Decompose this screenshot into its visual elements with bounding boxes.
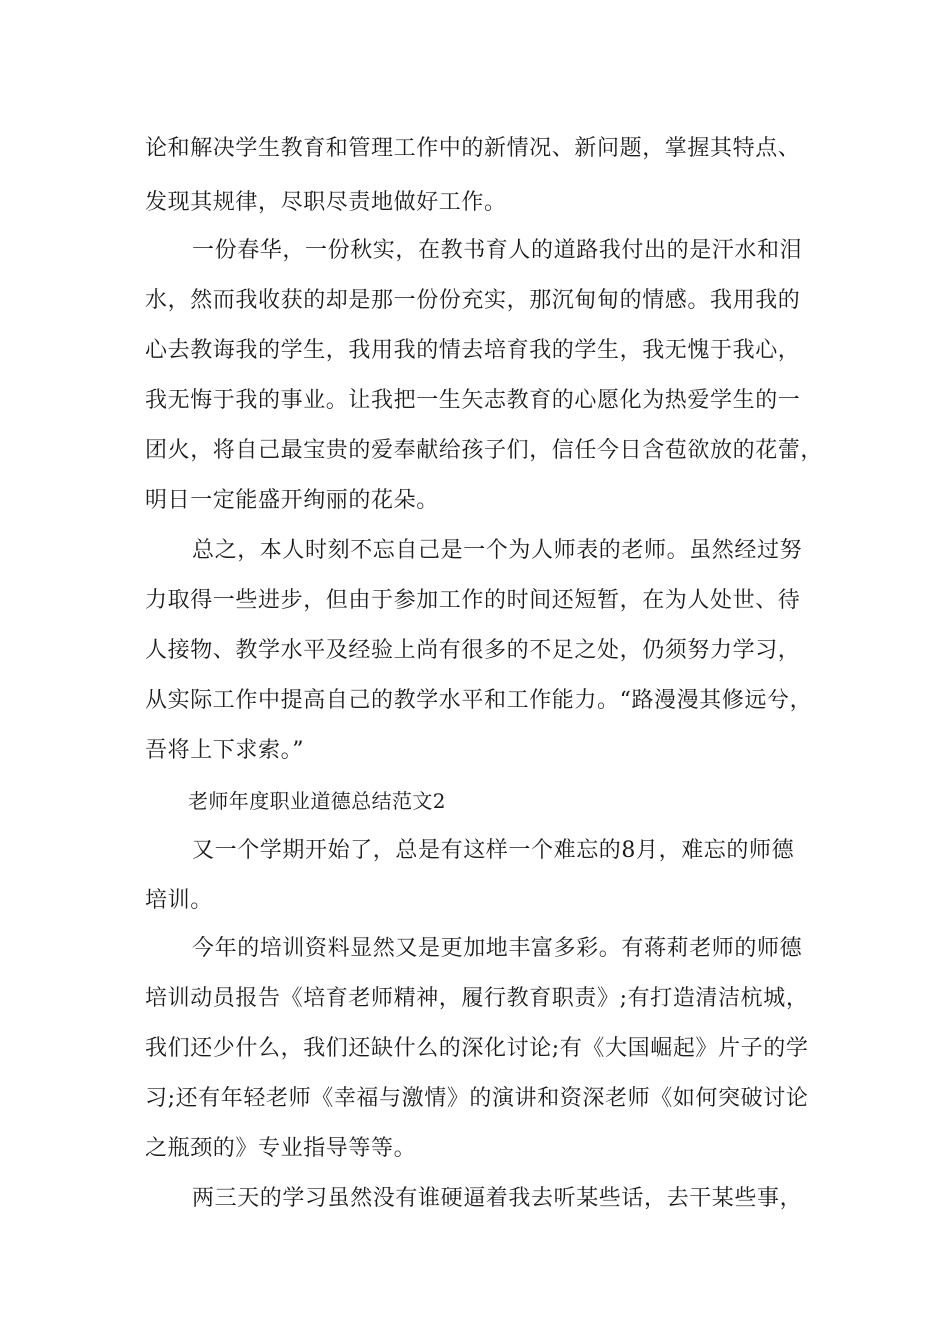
paragraph-line: 今年的培训资料显然又是更加地丰富多彩。有蒋莉老师的师德 xyxy=(192,936,803,961)
paragraph-line: 力取得一些进步，但由于参加工作的时间还短暂，在为人处世、待 xyxy=(145,588,801,613)
paragraph-line: 两三天的学习虽然没有谁硬逼着我去听某些话，去干某些事， xyxy=(192,1186,803,1211)
paragraph-line: 总之，本人时刻不忘自己是一个为人师表的老师。虽然经过努 xyxy=(192,538,803,563)
paragraph-line: 我们还少什么，我们还缺什么的深化讨论;有《大国崛起》片子的学 xyxy=(145,1036,809,1061)
section-heading: 老师年度职业道德总结范文2 xyxy=(188,789,446,813)
paragraph-line: 从实际工作中提高自己的教学水平和工作能力。“路漫漫其修远兮， xyxy=(145,688,813,713)
paragraph-line: 一份春华，一份秋实，在教书育人的道路我付出的是汗水和泪 xyxy=(192,238,803,263)
paragraph-line: 培训动员报告《培育老师精神，履行教育职责》;有打造清洁杭城， xyxy=(145,986,809,1011)
paragraph-line: 人接物、教学水平及经验上尚有很多的不足之处，仍须努力学习， xyxy=(145,638,801,663)
paragraph-line: 吾将上下求索。” xyxy=(145,738,305,763)
paragraph-line: 水，然而我收获的却是那一份份充实，那沉甸甸的情感。我用我的 xyxy=(145,288,801,313)
paragraph-line: 培训。 xyxy=(145,888,213,913)
paragraph-line: 心去教诲我的学生，我用我的情去培育我的学生，我无愧于我心， xyxy=(145,338,801,363)
paragraph-line: 之瓶颈的》专业指导等等。 xyxy=(145,1136,417,1161)
paragraph-line: 我无悔于我的事业。让我把一生矢志教育的心愿化为热爱学生的一 xyxy=(145,388,801,413)
paragraph-line: 又一个学期开始了，总是有这样一个难忘的8月，难忘的师德 xyxy=(192,838,795,863)
paragraph-line: 发现其规律，尽职尽责地做好工作。 xyxy=(145,190,507,215)
paragraph-line: 习;还有年轻老师《幸福与激情》的演讲和资深老师《如何突破讨论 xyxy=(145,1086,809,1111)
paragraph-line: 明日一定能盛开绚丽的花朵。 xyxy=(145,488,439,513)
paragraph-line: 论和解决学生教育和管理工作中的新情况、新问题，掌握其特点、 xyxy=(145,136,801,161)
paragraph-line: 团火，将自己最宝贵的爱奉献给孩子们，信任今日含苞欲放的花蕾， xyxy=(145,438,824,463)
